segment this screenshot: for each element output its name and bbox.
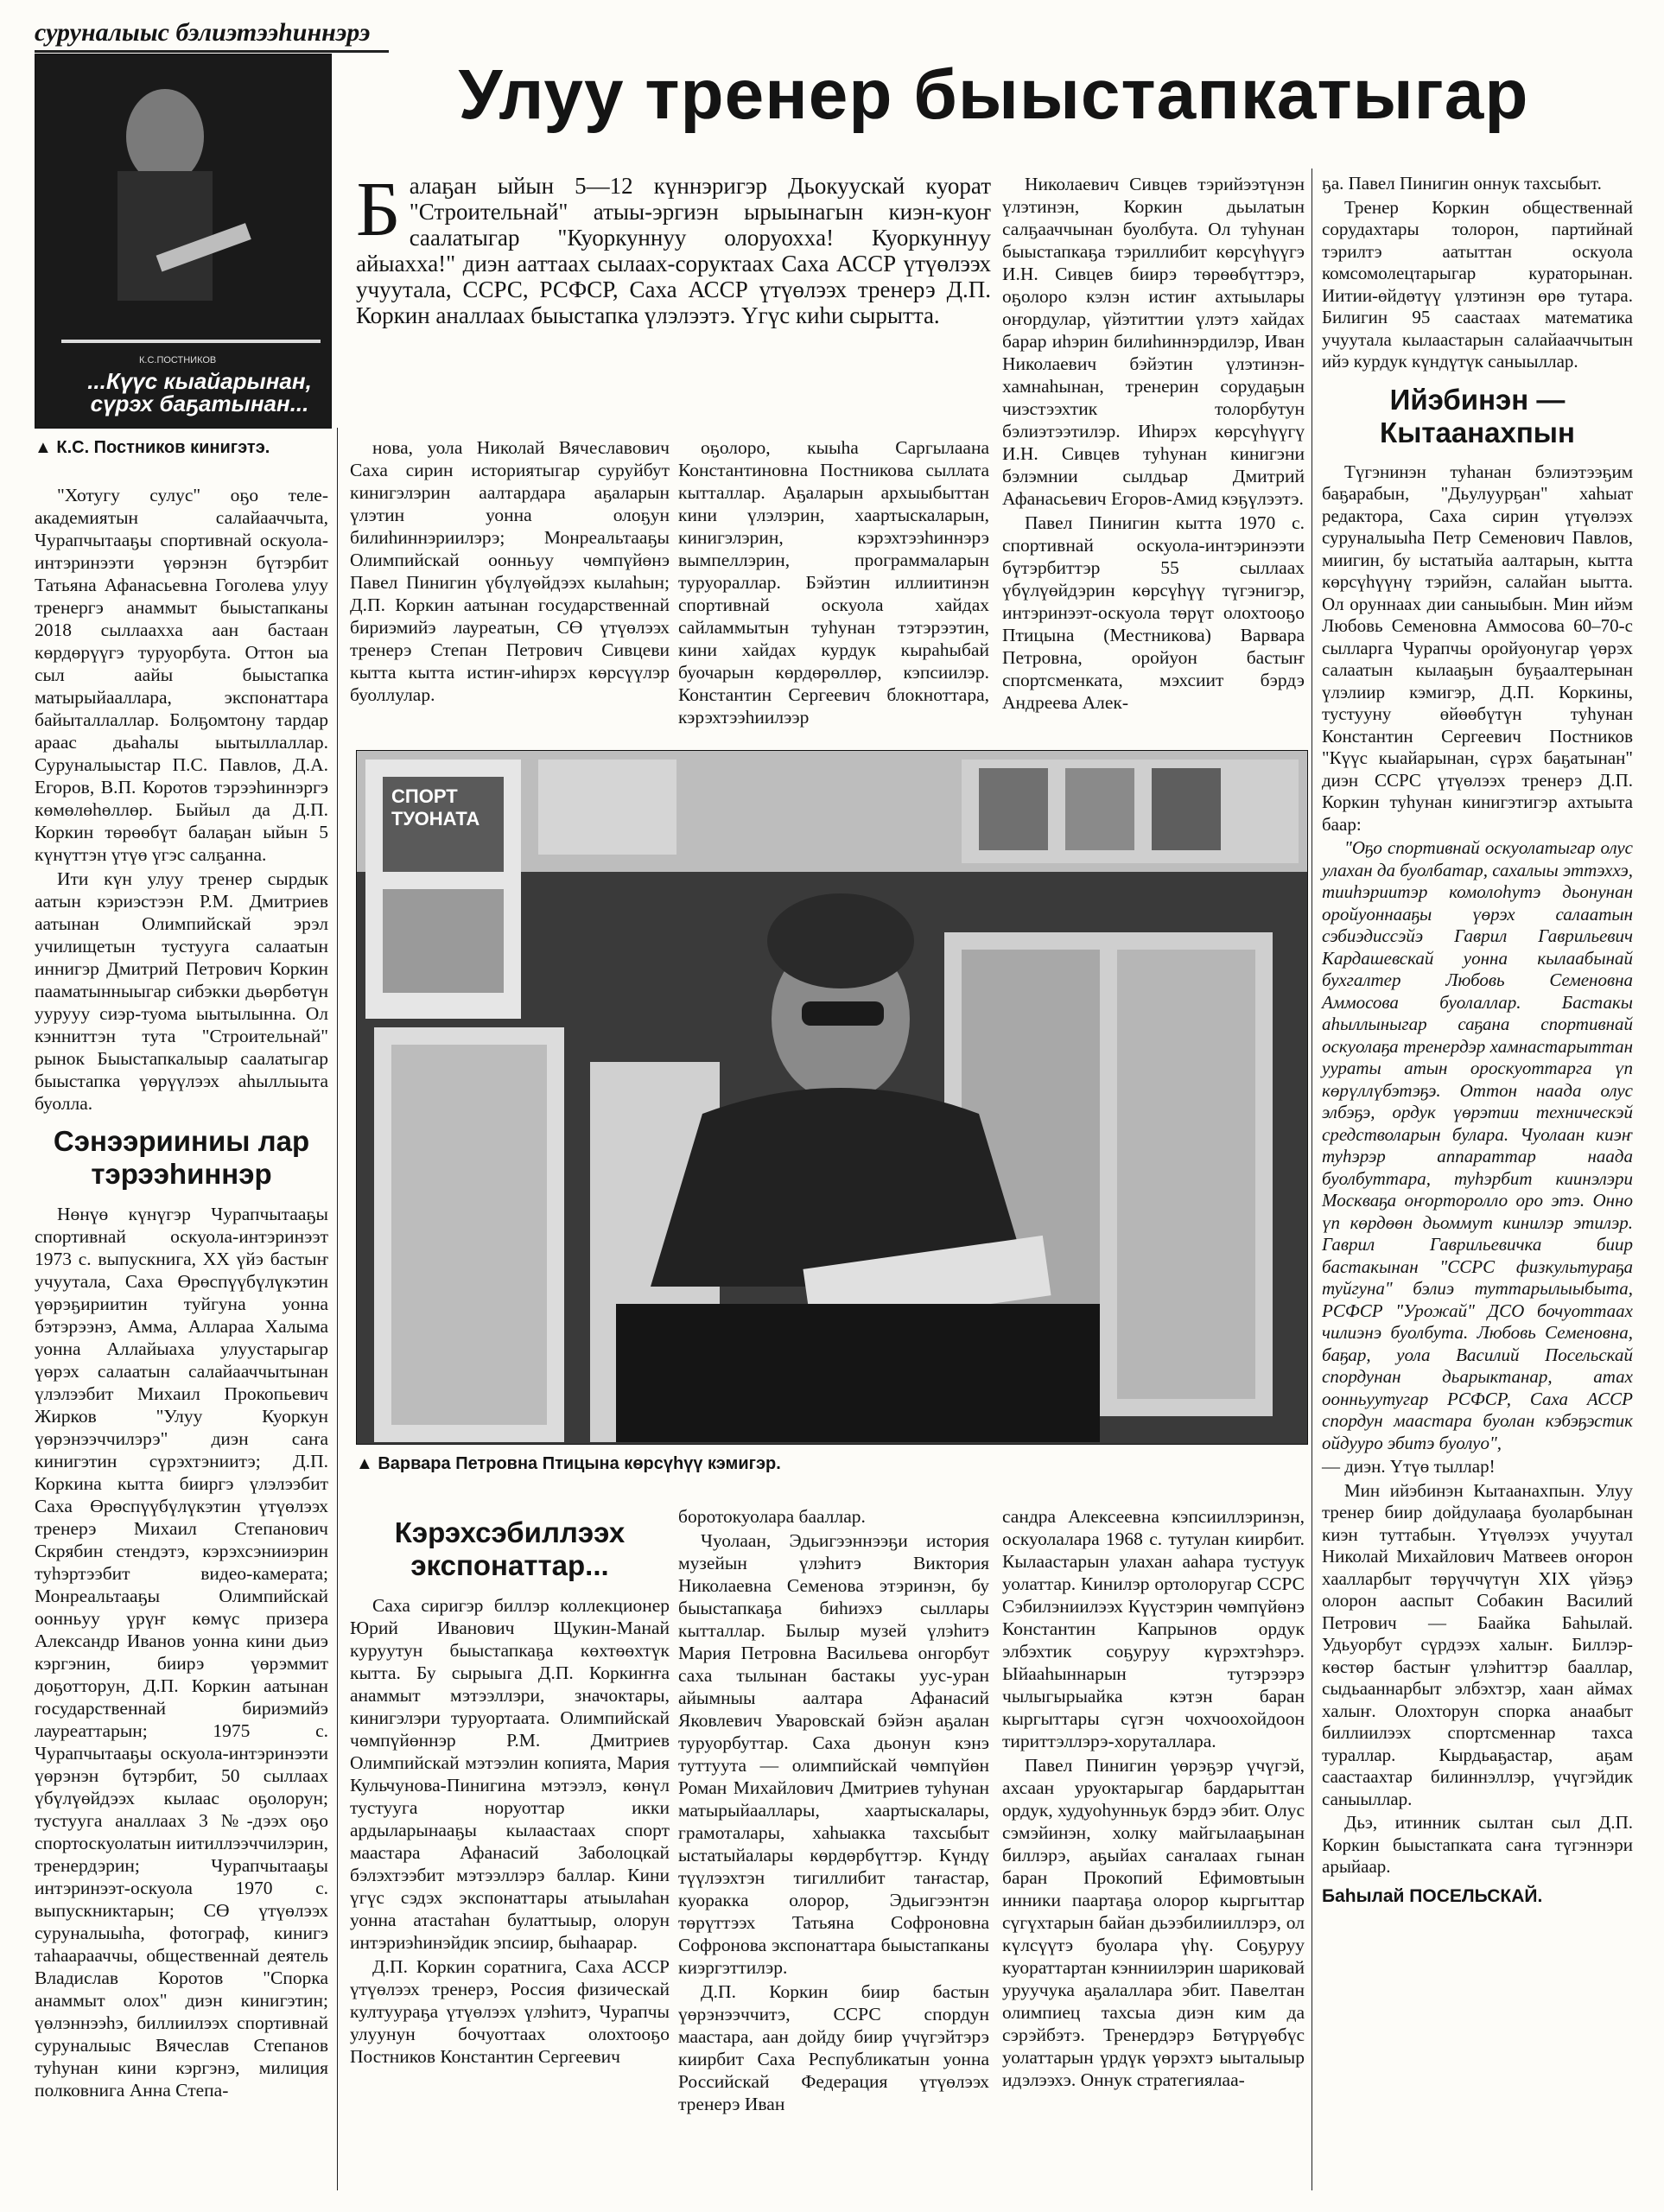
- col4-paragraph-2: Павел Пинигин кытта 1970 с. спортивнай оскуола-интэринээти бүтэрбиттэр 55 сыллаах үбүлүөйдэрин көрсүhүү түгэнигэр, интэринээт-оскуола төрүт олохтооҕо Птицына (Местникова) Варвара Петровна, оройуон бастыҥ спортсменката, мэхсиит бэрдэ Андреева Алек-: [1002, 512, 1305, 713]
- poster-text: СПОРТ ТУОНАТА: [391, 785, 480, 830]
- col4b-paragraph-2: Павел Пинигин үөрэҕэр үчүгэй, ахсаан уруоктарыгар бардарыттан ордук, худуоhунньук бэрдэ эбит. Олус сэмэйинэн, холку майгылааҕынан биллэрэ, аҕыйах саҥалаах гынан баран Прокопий Ефимовтыын инники паартаҕа олорор кыргыттар сүгүхтарын байан дьээбилииллэрэ, ол күлсүүтэ буолара үhү. Соҕуруу куораттартан кэнниилэрин шариковай уруучука аҕалаллара эбит. Павелтан олимпиец тахсыа диэн ким да сэрэйбэтэ. Тренердэрэ Бөтүрүөбүс уолаттарын үрдүк үөрэхтэ ыыталыыр идэлээхэ. Оннук стратегиялаа-: [1002, 1755, 1305, 2090]
- column-4-top: [1002, 173, 1305, 715]
- column-3-bottom: [678, 1505, 989, 2117]
- col1-paragraph-3: Нөнүө күнүгэр Чурапчытааҕы спортивнай оскуола-интэринээт 1973 с. выпускнига, ХХ үйэ бастыҥ учуутала, Саха Өрөспүүбүлүкэтин үөрэҕириитин туйгуна уонна бэтэрээнэ, Амма, Аллараа Халыма уонна Аллайыаха улуустарыгар үөрэх салаатын салайааччытынан үлэлээбит Михаил Прокопьевич Жирков "Улуу Куоркун үөрэнээччилэрэ" диэн саҥа кинигэтин сүрэхтэниитэ; Д.П. Коркина кытта бииргэ үлэлээбит Саха Өрөспүүбүлүкэтин үтүөлээх тренерэ Михаил Степанович Скрябин стендэтэ, кэрэхсэнииэрин туhэртээбит видео-камерата; Монреальтааҕы Олимпийскай оонньуу үрүҥ көмүс призера Александр Иванов уонна кини дьиэ кэргэнин, биирэ үөрэммит доҕотторун, Д.П. Коркин аатынан государственнай бириэмийэ лауреаттарын; 1975 с. Чурапчытааҕы оскуола-интэринээти үөрэнэн бүтэрбит, 50 сыллаах үбүлүөйдээх кылаас оҕолорун; тустууга аналлаах 3 №-дээх оҕо спортоскуолатын иитиллээччилэрин, тренердэрин; Чурапчытааҕы интэринээт-оскуола 1970 с. выпускниктарын; СӨ үтүөлээх суруналыыhа, фотограф, кинигэ таhаарааччы, общественнай деятель Владислав Коротов "Спорка анаммыт олох" диэн кинигэтин; үөлэннээhэ, биллиилээх спортивнай суруналыыс Вячеслав Степанов туhунан кини кэргэнэ, милиция полковнига Анна Степа-: [35, 1204, 328, 2101]
- col2b-paragraph-2: Д.П. Коркин соратнига, Саха АССР үтүөлээх тренерэ, Россия физическай култуураҕа үтүөлээх үлэhитэ, Чурапчы улуунун бочуоттаах олохтооҕо Постников Константин Сергеевич: [350, 1956, 670, 2067]
- book-photo: [35, 54, 332, 429]
- main-photo: [356, 750, 1308, 1445]
- headline: Улуу тренер быыстапкатыгар: [458, 55, 1529, 134]
- main-photo-caption: ▲ Варвара Петровна Птицына көрсүhүү кэмигэр.: [356, 1454, 781, 1473]
- col5-paragraph-5: Мин ийэбинэн Кытаанахпын. Улуу тренер биир дойдулааҕа буоларбынан киэн туттабын. Үтүөлээх учуутал Николай Михайлович Матвеев оҥорон хаалларбыт төрүччүтүн ХIХ үйэҕэ олорон ааспыт Собакин Василий Петрович — Баайка Баhылай. Удьуорбут сүрдээх халыҥ. Биллэр-көстөр бастыҥ үлэhиттэр бааллар, сыдьааннарбыт элбэхтэр, хаан аймах халыҥ. Олохторун спорка анаабыт биллиилээх спортсменнар тахса тураллар. Кырдьаҕастар, аҕам саастаахтар билиннэллэр, үчүгэйдик саныыллар.: [1322, 1479, 1633, 1809]
- col2-paragraph-1: нова, уола Николай Вячеславович Саха сирин историятыгар суруйбут кинигэлэрин аалтардара аҕаларын үлэтин уонна олоҕун билиhиннэриилэрэ; Монреальтааҕы Олимпийскай оонньуу чөмпүйөнэ Павел Пинигин үбүлүөйдээх кылаhын; Д.П. Коркин аатынан государственнай бириэмийэ лауреатын, СӨ үтүөлээх тренерэ Степан Петрович Сивцеви кытта кытта истиҥ-иhирэх көрсүүлэр буоллулар.: [350, 437, 670, 705]
- exhibition-scene-illustration: [357, 751, 1307, 1444]
- col5-subheading: Ийэбинэн — Кытаанахпын: [1380, 383, 1575, 448]
- caption-triangle-icon: ▲: [35, 438, 57, 457]
- column-2-bottom: [350, 1516, 670, 2069]
- col3-paragraph-1: оҕолоро, кыыhа Саргылаана Константиновна Постникова сыллата кытталлар. Аҕаларын архыыбыттан кини үлэлэрин, хаартыскаларын, кинигэлэрин, кэрэхтээhиннэрэ вымпеллэрин, программаларын туруораллар. Бэйэтин иллиитинэн спортивнай оскуола хайдах сайламмытын туhунан тэтэрээтин, кини хайдах курдук кыраhыбай буочарын көрдөрөллөр, кэпсиилэр. Константин Сергеевич блокноттара, кэрэхтээhиилээр: [678, 437, 989, 728]
- col4-paragraph-1: Николаевич Сивцев тэрийээтүнэн үлэтинэн, Коркин дьылатын салҕааччынан буолбута. Ол туhунан быыстапкаҕа тэриллибит көрсүhүүгэ И.Н. Сивцев биирэ төрөөбүттэрэ, оҕолоро кэлэн истиҥ ахтыылары оҥордулар, үйэтиттии үлэтэ хайдах барар иhэрин билиhиннэрдилэр, Иван Николаевич бэйэтин үлэтинэн-хамнаhынан, тренерин сорудаҕын чиэстээхтик толорбутун бэлиэтээтилэр. Иhирэх көрсүhүүгү И.Н. Сивцев туhунан кинигэни бэлэмнии сылдьар Дмитрий Афанасьевич Егоров-Амид кэҕүлээтэ.: [1002, 174, 1305, 509]
- col3b-paragraph-2: Чуолаан, Эдьигээннээҕи история музейын үлэhитэ Виктория Николаевна Семенова этэринэн, бу быыстапкаҕа биhиэхэ сыллары кытталлар. Былыр музей үлэhитэ Мария Петровна Васильева онгорбут саха тылынан бастакы уус-уран айымныы аалтара Афанасий Яковлевич Уваровскай бэйэн аҕалан туруорбуттар. Саха дьонун кэнэ туттуута — олимпийскай чөмпүйөн Роман Михайлович Дмитриев туhунан матырыйааллары, хаартыскалары, грамоталары, хаhыакка тахсыбыт ыстатыйалары көрдөрбүттэр. Күндү түүлээхтэн тигиллибит таҥастар, куоракка олорор, Эдьигээнтэн төрүттээх Татьяна Софроновна Софронова экспонаттара быыстапканы киэргэттилэр.: [678, 1530, 989, 1978]
- column-1: [35, 484, 328, 2103]
- col5-paragraph-6: Дьэ, итинник сылтан сыл Д.П. Коркин быыстапката саҥа түгэннэри арыйаар.: [1322, 1812, 1633, 1877]
- col5-paragraph-3: Түгэнинэн туhанан бэлиэтээҕим баҕарабын, "Дьулуурҕан" хаhыат редактора, Саха сирин үтүөлээх суруналыыhа Петр Семенович Павлов, миигин, бу ыстатыйа аалтарын, кытта көрсүhүүнү тэрийэн, салайан ыытта. Ол оруннаах дии саныыбын. Мин ийэм Любовь Семеновна Аммосова 60–70-с сылларга Чурапчы оройуонугар үөрэх салаатын кылааҕын буҕаалтерынан үлэлиир кэмигэр, Д.П. Коркины, тустууну өйөөбүтүн туhунан Константин Сергеевич Постников "Күүс кыайарынан, сүрэх баҕатынан" диэн ССРС үтүөлээх тренерэ Д.П. Коркин туhунан кинигэтигэр ахтыыта баар:: [1322, 461, 1633, 835]
- col2b-paragraph-1: Саха сиригэр биллэр коллекционер Юрий Иванович Щукин-Манай куруутун быыстапкаҕа көхтөөхтүк кытта. Бу сырыыга Д.П. Коркиҥҥа анаммыт мэтээллэри, значоктары, кинигэлэри туруортаата. Олимпийскай чөмпүйөннэр Р.М. Дмитриев Олимпийскай мэтээлин копията, Мария Кульчунова-Пинигина мэтээлэ, көнүл тустууга норуоттар икки ардыларынааҕы кылаастаах спорт маастара Афанасий Заболоцкай бэлэхтээбит мэтээллэрэ баллар. Кини үгүс сэдэх экспонаттары атыылаhан уонна атастаhан булаттыыр, олорун интэриэhинэйдик эпсиир, быhаарар.: [350, 1595, 670, 1953]
- col5-paragraph-1: ҕа. Павел Пинигин оннук тахсыбыт.: [1322, 173, 1602, 194]
- author-signature: Баhылай ПОСЕЛЬСКАЙ.: [1322, 1885, 1543, 1906]
- column-3-top: [678, 436, 989, 730]
- lead-paragraph: Балаҕан ыйын 5—12 күннэригэр Дьокуускай куорат "Строительнай" атыы-эргиэн ырыынагын киэн-куоҥ саалатыгар "Куоркуннуу олоруоххa! Куоркуннуу айыахха!" диэн ааттаах сылаах-соруктаах Саха АССР үтүөлээх учуутала, ССРС, РСФСР, Саха АССР үтүөлээх тренерэ Д.П. Коркин аналлаах быыстапка үлэлээтэ. Үгүс киhи сырытта.: [356, 167, 991, 328]
- col3b-paragraph-1: боротокуолара бааллар.: [678, 1506, 866, 1527]
- col3b-paragraph-3: Д.П. Коркин биир бастын үөрэнээччитэ, ССРС спордун маастара, аан дойду биир үчүгэйтэрэ киирбит Саха Республикатын уонна Российскай Федерация үтүөлээх тренерэ Иван: [678, 1981, 989, 2114]
- column-5: [1322, 173, 1633, 1907]
- col1-paragraph-2: Ити күн улуу тренер сырдык аатын кэриэстээн Р.М. Дмитриев аатынан Олимпийскай эрэл училищетын тустууга салаатын иннигэр Дмитрий Петрович Коркин пааматынныыгар сибэкки дьөрбөтүн уурууу сиэр-туома ыытылынна. Ол кэнниттэн тута "Строительнай" рынок Быыстапкалыыр саалатыгар быыстапка үөрүүлээх аhыллыыта буолла.: [35, 868, 328, 1114]
- lead-dropcap: Б: [356, 167, 401, 252]
- caption-triangle-icon: ▲: [356, 1454, 378, 1473]
- book-title: ...Күүс кыайарынан, сүрэх баҕатынан...: [87, 368, 312, 416]
- col1-subheading: Сэнээрииниы лар тэрээhиннэр: [53, 1125, 310, 1190]
- col1-paragraph-1: "Хотугу сулус" оҕо теле-академиятын салайааччыта, Чурапчытааҕы спортивнай оскуола-интэринээти үөрэнэн бүтэрбит Татьяна Афанасьевна Гоголева улуу тренергэ анаммыт быыстапканы 2018 сыллаахха аан бастаан көрдөрүүгэ туруорбута. Оттон ыа сыл аайы быыстапка матырыйааллара, экспонаттара байыталлаллар. Болҕомтону тардар араас дьаhалы ыытыллаллар. Суруналыыстар П.С. Павлов, Д.А. Егоров, В.П. Коротов тэрээhиннэргэ көмөлөhөллөр. Быйыл да Д.П. Коркин төрөөбүт балаҕан ыйын 5 күнүттэн үтүө үгэс салҕанна.: [35, 485, 328, 865]
- section-label: суруналыыс бэлиэтээhиннэрэ: [35, 16, 389, 53]
- col5-quote: "Оҕо спортивнай оскуолатыгар олус улахан да буолбатар, сахалыы эттэххэ, тииhэриитэр комолоhутэ дьонунан оройуоннааҕы үөрэх салаатын сэбиэдиссэйэ Гаврил Гаврильевич Кардашевскай уонна кылаабынай бухгалтер Любовь Семеновна Аммосова буолаллар. Бастакы аhыллыныгар саҕана спортивнай оскуолаҕа тренердэр хамнастарыттан уураты атын ороскуоттарга үп көрүллүбэтэҕэ. Оттон наада олус элбэҕэ, ордук үөрэтии техническэй средстволарын булара. Чуолаан киэҥ туhэрэр аппараттар наада буолбуттара, туhэрбит киинэлэри Москваҕа оҥорторолло оро этэ. Онно үп көрдөөн дьоммут кинилэр этилэр. Гаврил Гаврильевичка биир бастакынан "ССРС физкультураҕа туйгуна" бэлиэ туттарылыыбыта, РСФСР "Урожай" ДСО бочуоттаах чилиэнэ буолбута. Любовь Семеновна, баҕар, уола Василий Посельскай спордунан дьарыктанар, атах оонньуутугар РСФСР, Саха АССР спордун маастара буолан кэбэҕэстик ойдууро эбитэ буолуо",: [1322, 837, 1633, 1453]
- column-4-bottom: [1002, 1505, 1305, 2093]
- col5-paragraph-2: Тренер Коркин общественнай сорудахтары толорон, партийнай тэрилтэ аатыттан оскуола комсомолецтарыгар кураторынан. Иитии-өйдөтүү үлэтинэн өрө тутара. Билигин 95 саастаах математика учуутала кылаастарын салайааччытын ийэ курдук күндүтүк саныыллар.: [1322, 196, 1633, 372]
- col2-subheading: Кэрэхсэбиллээх экспонаттар...: [394, 1516, 626, 1581]
- col5-paragraph-4: — диэн. Үтүө тыллар!: [1322, 1456, 1496, 1477]
- col4b-paragraph-1: сандра Алексеевна кэпсииллэринэн, оскуолалара 1968 с. тутулан киирбит. Кылаастарын улахан ааhара тустуук уолаттар. Кинилэр ортолоругар ССРС Сэбилэниилээх Күүстэрин чөмпүйөнэ Константин Капрынов ордук элбэхтик соҕуруу күрэхтэhэрэ. Ыйааhыннарын тутэрээрэ чылыгырыайка кэтэн баран кыргыттары сүгэн чохчоохойдоон тириттэллэрэ-хоруталлара.: [1002, 1506, 1305, 1751]
- column-2-top: [350, 436, 670, 708]
- book-author: К.С.ПОСТНИКОВ: [139, 355, 217, 365]
- col-rule-1: [337, 428, 338, 2190]
- book-photo-caption: ▲ К.С. Постников кинигэтэ.: [35, 438, 270, 457]
